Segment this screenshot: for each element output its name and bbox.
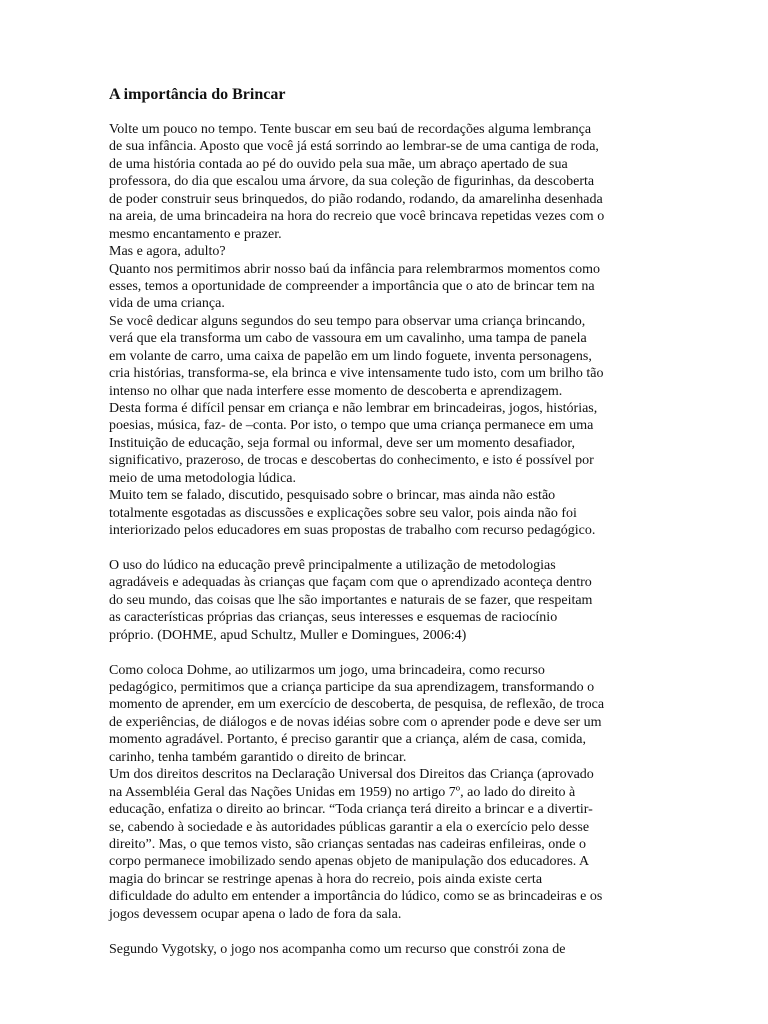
text-line: de experiências, de diálogos e de novas idéias sobre com o aprender pode e deve ser um <box>109 714 602 730</box>
text-line: Muito tem se falado, discutido, pesquisado sobre o brincar, mas ainda não estão <box>109 488 556 504</box>
text-line: Um dos direitos descritos na Declaração Universal dos Direitos das Criança (aprovado <box>109 767 594 783</box>
text-line: verá que ela transforma um cabo de vassoura em um cavalinho, uma tampa de panela <box>109 331 587 347</box>
text-line: interiorizado pelos educadores em suas propostas de trabalho com recurso pedagógico. <box>109 523 596 539</box>
text-line: intenso no olhar que nada interfere esse momento de descoberta e aprendizagem. <box>109 383 563 399</box>
text-line: próprio. (DOHME, apud Schultz, Muller e Domingues, 2006:4) <box>109 627 467 643</box>
text-line: Se você dedicar alguns segundos do seu tempo para observar uma criança brincando, <box>109 313 586 329</box>
text-line: cria histórias, transforma-se, ela brinca e vive intensamente tudo isto, com um brilho tão <box>109 366 604 382</box>
blank-line <box>109 540 729 557</box>
text-line: na Assembléia Geral das Nações Unidas em 1959) no artigo 7º, ao lado do direito à <box>109 784 576 800</box>
text-line: Instituição de educação, seja formal ou informal, deve ser um momento desafiador, <box>109 435 575 451</box>
text-line: magia do brincar se restringe apenas à hora do recreio, pois ainda existe certa <box>109 871 543 887</box>
document-title: A importância do Brincar <box>109 86 286 103</box>
text-line: mesmo encantamento e prazer. <box>109 226 282 242</box>
text-line: dificuldade do adulto em entender a importância do lúdico, como se as brincadeiras e os <box>109 889 603 905</box>
text-line: de poder construir seus brinquedos, do pião rodando, rodando, da amarelinha desenhada <box>109 191 603 207</box>
text-line: as características próprias das crianças, seus interesses e esquemas de raciocínio <box>109 610 558 626</box>
text-line: momento de aprender, em um exercício de descoberta, de pesquisa, de reflexão, de troca <box>109 697 605 713</box>
text-line: carinho, tenha também garantido o direito de brincar. <box>109 749 407 765</box>
text-line: corpo permanece imobilizado sendo apenas objeto de manipulação dos educadores. A <box>109 854 590 870</box>
text-line: do seu mundo, das coisas que lhe são importantes e naturais de se fazer, que respeitam <box>109 592 593 608</box>
text-line: momento agradável. Portanto, é preciso garantir que a criança, além de casa, comida, <box>109 732 586 748</box>
text-line: Quanto nos permitimos abrir nosso baú da infância para relembrarmos momentos como <box>109 261 601 277</box>
text-line: pedagógico, permitimos que a criança participe da sua aprendizagem, transformando o <box>109 680 595 695</box>
blank-line <box>109 923 729 940</box>
text-line: esses, temos a oportunidade de compreender a importância que o ato de brincar tem na <box>109 278 595 294</box>
text-line: O uso do lúdico na educação prevê principalmente a utilização de metodologias <box>109 557 556 573</box>
text-line: direito”. Mas, o que temos visto, são crianças sentadas nas cadeiras enfileiras, onde o <box>109 836 587 852</box>
text-line: em volante de carro, uma caixa de papelão em um lindo foguete, inventa personagens, <box>109 348 592 364</box>
text-line: totalmente esgotadas as discussões e explicações sobre seu valor, pois ainda não foi <box>109 505 577 521</box>
text-line: de uma história contada ao pé do ouvido pela sua mãe, um abraço apertado de sua <box>109 156 568 172</box>
text-line: significativo, prazeroso, de trocas e descobertas do conhecimento, e isto é possível por <box>109 453 594 469</box>
text-line: agradáveis e adequadas às crianças que façam com que o aprendizado aconteça dentro <box>109 575 592 591</box>
text-line: se, cabendo à sociedade e às autoridades públicas garantir a ela o exercício pelo desse <box>109 819 590 835</box>
text-line: Segundo Vygotsky, o jogo nos acompanha como um recurso que constrói zona de <box>109 941 566 957</box>
document-body <box>109 121 729 958</box>
text-line: educação, enfatiza o direito ao brincar. “Toda criança terá direito a brincar e a divertir- <box>109 802 593 818</box>
text-line: Desta forma é difícil pensar em criança e não lembrar em brincadeiras, jogos, histórias, <box>109 401 598 416</box>
text-line: Volte um pouco no tempo. Tente buscar em seu baú de recordações alguma lembrança <box>109 122 592 137</box>
text-line: Mas e agora, adulto? <box>109 244 226 260</box>
text-line: professora, do dia que escalou uma árvore, da sua coleção de figurinhas, da descoberta <box>109 174 595 190</box>
text-line: de sua infância. Aposto que você já está sorrindo ao lembrar-se de uma cantiga de roda, <box>109 139 599 155</box>
text-line: jogos devessem ocupar apena o lado de fora da sala. <box>109 906 402 922</box>
text-line: poesias, música, faz- de –conta. Por isto, o tempo que uma criança permanece em uma <box>109 418 594 434</box>
text-line: Como coloca Dohme, ao utilizarmos um jogo, uma brincadeira, como recurso <box>109 662 545 678</box>
text-line: na areia, de uma brincadeira na hora do recreio que você brincava repetidas vezes com o <box>109 209 605 225</box>
text-line: vida de uma criança. <box>109 296 225 312</box>
blank-line <box>109 644 729 661</box>
text-line: meio de uma metodologia lúdica. <box>109 470 297 486</box>
